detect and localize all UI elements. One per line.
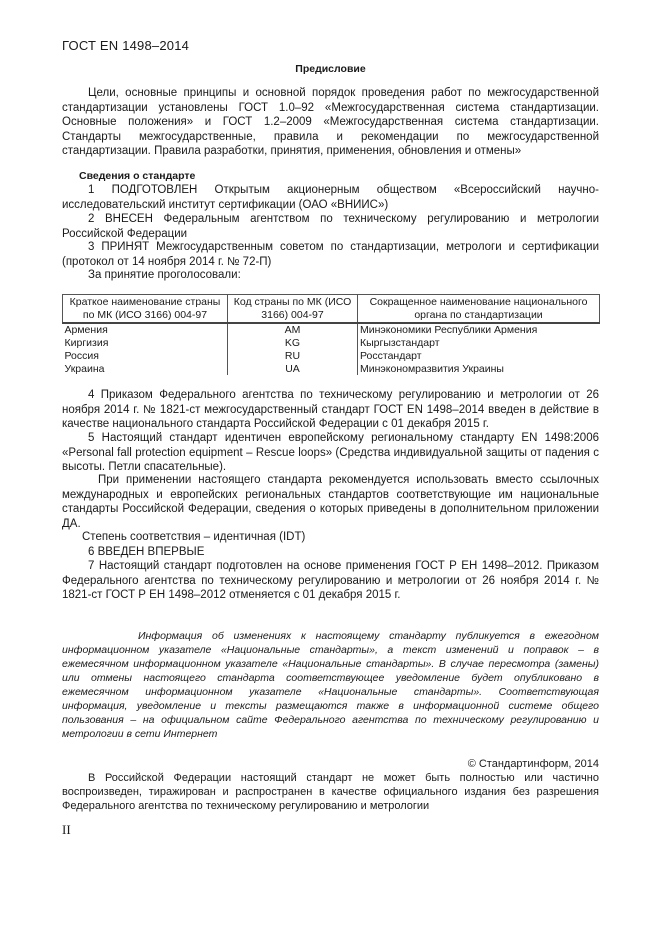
item-1: 1 ПОДГОТОВЛЕН Открытым акционерным обществом «Всероссийский научно-исследовательский институт сертификации (ОАО «ВНИИС»): [62, 184, 599, 211]
cell-body: Кыргызстандарт: [360, 337, 440, 350]
cell-code: AM: [228, 323, 358, 337]
table-row: [63, 337, 600, 350]
page-title: Предисловие: [295, 63, 366, 75]
intro-paragraph: Цели, основные принципы и основной порядок проведения работ по межгосударственной стандартизации установлены ГОСТ 1.0–92 «Межгосударственная система стандартизации. Основные положения» и ГОСТ 1.2–2009 «Межгосударственная система стандартизации. Стандарты межгосударственные, правила и рекомендации по межгосударственной стандартизации. Правила разработки, принятия, применения, обновления и отмены»: [62, 87, 599, 158]
item-5-usage: При применении настоящего стандарта рекомендуется использовать вместо ссылочных международных и европейских региональных стандартов соответствующие им национальные стандарты Российской Федерации, сведения о которых приведены в дополнительном приложении ДА.: [62, 474, 599, 530]
cell-body: Минэкономразвития Украины: [360, 362, 504, 375]
changes-info: Информация об изменениях к настоящему стандарту публикуется в ежегодном информационном указателе «Национальные стандарты», а текст изменений и поправок – в ежемесячном информационном указателе «Национальные стандарты». В случае пересмотра (замены) или отмены настоящего стандарта соответствующее уведомление будет опубликовано в ежемесячном информационном указателе «Национальные стандарты». Соответствующая информация, уведомление и тексты размещаются также в информационной системе общего пользования – на официальном сайте Федерального агентства по техническому регулированию и метрологии в сети Интернет: [62, 630, 599, 740]
header-body: Сокращенное наименование национального органа по стандартизации: [358, 295, 600, 324]
document-header: ГОСТ EN 1498–2014: [62, 38, 190, 53]
page-number: II: [62, 822, 71, 837]
cell-body: Минэкономики Республики Армения: [358, 323, 600, 337]
reproduction-notice: В Российской Федерации настоящий стандарт не может быть полностью или частично воспроизведен, тиражирован и распространен в качестве официального издания без разрешения Федерального агентства по техническому регулированию и метрологии: [62, 772, 599, 812]
item-4: 4 Приказом Федерального агентства по техническому регулированию и метрологии от 26 ноября 2014 г. № 1821-ст межгосударственный стандарт ГОСТ EN 1498–2014 введен в действие в качестве национального стандарта Российской Федерации с 01 декабря 2015 г.: [62, 389, 599, 431]
cell-code: RU: [228, 350, 358, 363]
table-header-row: [63, 295, 600, 324]
table-row: [63, 323, 600, 337]
copyright: © Стандартинформ, 2014: [467, 758, 599, 770]
cell-country: Киргизия: [63, 337, 228, 350]
section-subtitle: Сведения о стандарте: [79, 170, 196, 182]
item-5-degree: Степень соответствия – идентичная (IDT): [82, 531, 306, 543]
item-3: 3 ПРИНЯТ Межгосударственным советом по стандартизации, метрологи и сертификации (протокол от 14 ноября 2014 г. № 72-П): [62, 241, 599, 268]
header-country: Краткое наименование страны по МК (ИСО 3166) 004-97: [63, 295, 228, 324]
table-row: [63, 350, 600, 363]
table-row: [63, 363, 600, 376]
item-5: 5 Настоящий стандарт идентичен европейскому региональному стандарту EN 1498:2006 «Personal fall protection equipment – Rescue loops» (Средства индивидуальной защиты от падения с высоты. Петли спасательные).: [62, 432, 599, 474]
item-7: 7 Настоящий стандарт подготовлен на основе применения ГОСТ Р ЕН 1498–2012. Приказом Федерального агентства по техническому регулированию и метрологии от 26 ноября 2014 г. № 1821-ст ГОСТ Р ЕН 1498–2012 отменяется с 01 декабря 2015 г.: [62, 560, 599, 602]
cell-country: Россия: [63, 350, 228, 363]
cell-body: Росстандарт: [360, 349, 422, 362]
item-6: 6 ВВЕДЕН ВПЕРВЫЕ: [88, 546, 205, 558]
item-2: 2 ВНЕСЕН Федеральным агентством по техническому регулированию и метрологии Российской Федерации: [62, 213, 599, 240]
cell-country: Армения: [63, 323, 228, 337]
cell-country: Украина: [63, 363, 228, 376]
countries-table: [62, 294, 600, 375]
voted-label: За принятие проголосовали:: [88, 269, 241, 281]
cell-code: KG: [228, 337, 358, 350]
cell-code: UA: [228, 363, 358, 376]
header-code: Код страны по МК (ИСО 3166) 004-97: [228, 295, 358, 324]
